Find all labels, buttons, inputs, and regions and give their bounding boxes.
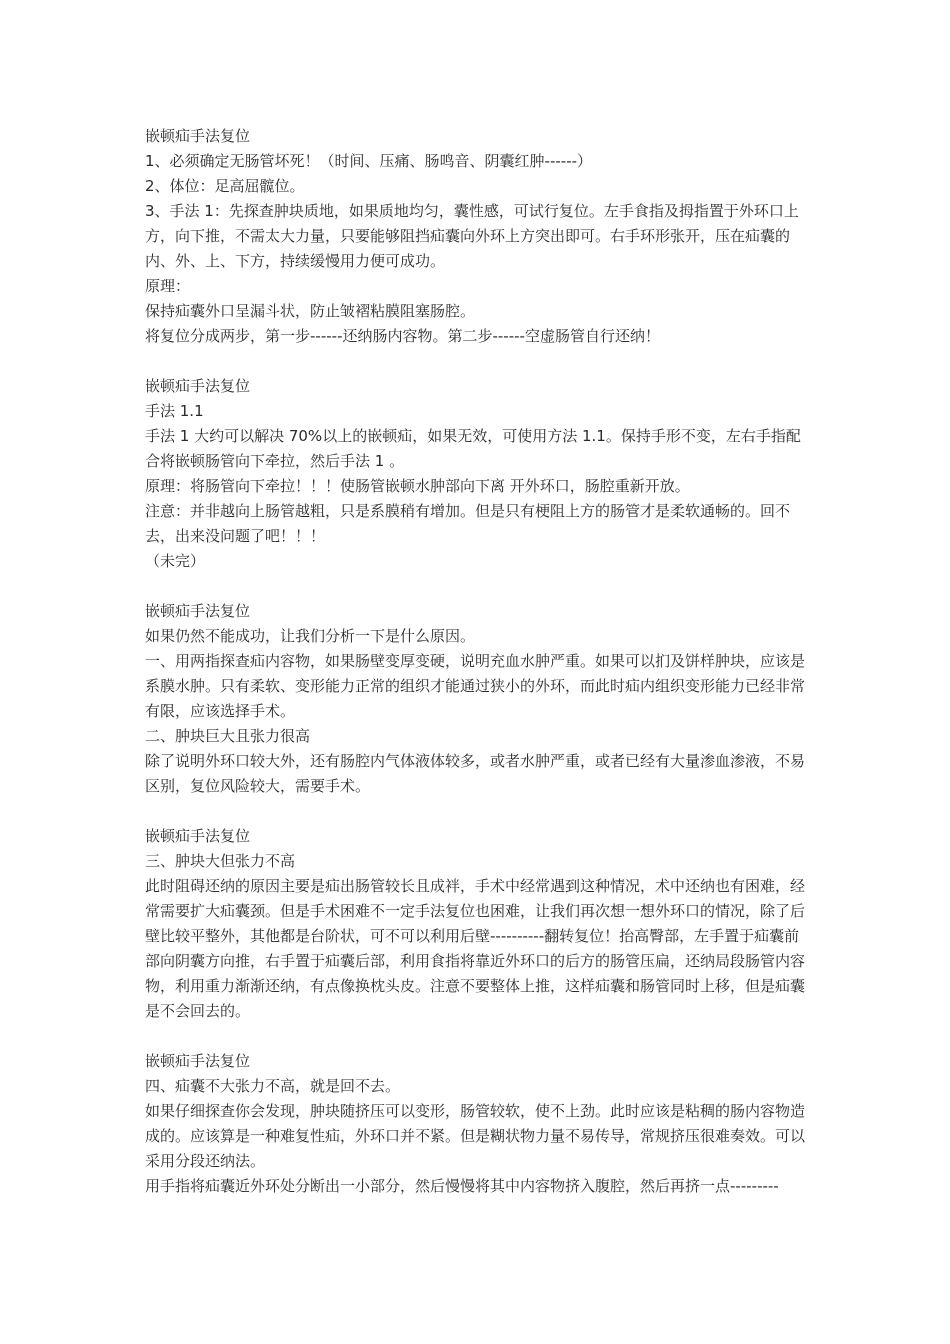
paragraph: （未完） — [145, 552, 206, 570]
paragraph: 保持疝囊外口呈漏斗状，防止皱褶粘膜阻塞肠腔。 — [145, 302, 476, 320]
section-4 — [145, 824, 810, 1024]
paragraph: 1、必须确定无肠管坏死！（时间、压痛、肠鸣音、阴囊红肿------） — [145, 152, 593, 170]
paragraph: 原理： — [145, 277, 191, 295]
paragraph: 手法 1 大约可以解决 70%以上的嵌顿疝，如果无效，可使用方法 1.1。保持手形不变，左右手指配合将嵌顿肠管向下牵拉，然后手法 1 。 — [145, 427, 801, 470]
section-heading: 嵌顿疝手法复位 — [145, 1052, 251, 1070]
paragraph: 2、体位：足高屈髋位。 — [145, 177, 305, 195]
paragraph: 四、疝囊不大张力不高，就是回不去。 — [145, 1077, 401, 1095]
section-2 — [145, 374, 810, 574]
paragraph: 如果仍然不能成功，让我们分析一下是什么原因。 — [145, 627, 476, 645]
paragraph: 二、肿块巨大且张力很高 — [145, 727, 311, 745]
paragraph: 此时阻碍还纳的原因主要是疝出肠管较长且成袢，手术中经常遇到这种情况，术中还纳也有困难，经常需要扩大疝囊颈。但是手术困难不一定手法复位也困难，让我们再次想一想外环口的情况，除了后壁比较平整外，其他都是台阶状，可不可以利用后壁----------翻转复位！抬高臀部，左手置于疝囊前部向阴囊方向推，右手置于疝囊后部，利用食指将靠近外环口的后方的肠管压扁，还纳局段肠管内容物，利用重力渐渐还纳，有点像换枕头皮。注意不要整体上推，这样疝囊和肠管同时上移，但是疝囊是不会回去的。 — [145, 877, 806, 1020]
section-heading: 嵌顿疝手法复位 — [145, 827, 251, 845]
paragraph: 除了说明外环口较大外，还有肠腔内气体液体较多，或者水肿严重，或者已经有大量渗血渗液，不易区别，复位风险较大，需要手术。 — [145, 752, 806, 795]
section-3 — [145, 599, 810, 799]
section-1 — [145, 124, 810, 349]
paragraph: 原理：将肠管向下牵拉！！！使肠管嵌顿水肿部向下离 开外环口，肠腔重新开放。 — [145, 477, 690, 495]
paragraph: 用手指将疝囊近外环处分断出一小部分，然后慢慢将其中内容物挤入腹腔，然后再挤一点--------- — [145, 1177, 779, 1195]
paragraph: 将复位分成两步，第一步------还纳肠内容物。第二步------空虚肠管自行还纳！ — [145, 327, 660, 345]
section-heading: 嵌顿疝手法复位 — [145, 602, 251, 620]
paragraph: 手法 1.1 — [145, 402, 204, 420]
paragraph: 注意：并非越向上肠管越粗，只是系膜稍有增加。但是只有梗阻上方的肠管才是柔软通畅的。回不去，出来没问题了吧！！！ — [145, 502, 791, 545]
paragraph: 3、手法 1：先探查肿块质地，如果质地均匀，囊性感，可试行复位。左手食指及拇指置于外环口上方，向下推，不需太大力量，只要能够阻挡疝囊向外环上方突出即可。右手环形张开，压在疝囊的内、外、上、下方，持续缓慢用力便可成功。 — [145, 202, 799, 270]
paragraph: 如果仔细探查你会发现，肿块随挤压可以变形，肠管较软，使不上劲。此时应该是粘稠的肠内容物造成的。应该算是一种难复性疝，外环口并不紧。但是糊状物力量不易传导，常规挤压很难奏效。可以采用分段还纳法。 — [145, 1102, 806, 1170]
paragraph: 一、用两指探查疝内容物，如果肠壁变厚变硬，说明充血水肿严重。如果可以扪及饼样肿块，应该是系膜水肿。只有柔软、变形能力正常的组织才能通过狭小的外环，而此时疝内组织变形能力已经非常有限，应该选择手术。 — [145, 652, 806, 720]
section-5 — [145, 1049, 810, 1199]
section-heading: 嵌顿疝手法复位 — [145, 377, 251, 395]
paragraph: 三、肿块大但张力不高 — [145, 852, 296, 870]
article-body — [145, 124, 810, 1199]
section-heading: 嵌顿疝手法复位 — [145, 127, 251, 145]
